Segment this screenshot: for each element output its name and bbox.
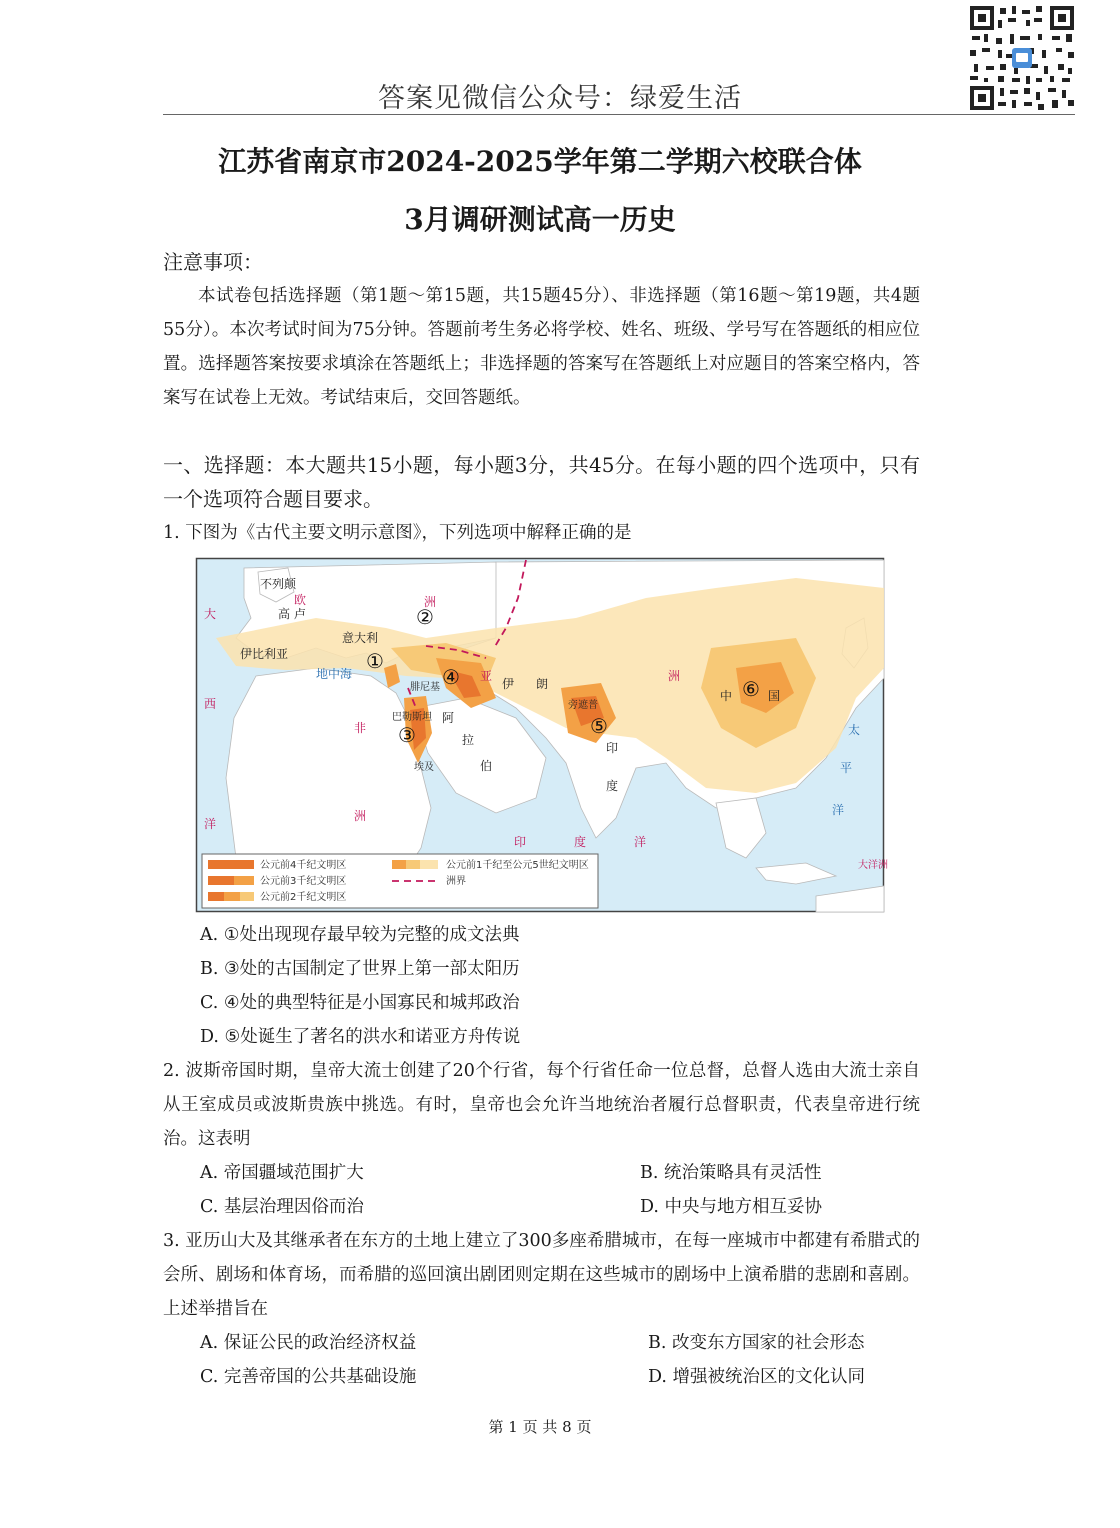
map-label-iran-1: 伊 bbox=[502, 677, 515, 691]
map-label-arabia-3: 伯 bbox=[480, 759, 493, 773]
qr-code-icon bbox=[968, 4, 1076, 112]
notice-body: 本试卷包括选择题（第1题～第15题，共15题45分）、非选择题（第16题～第19题，共4题55分）。本次考试时间为75分钟。答题前考生务必将学校、姓名、班级、学号写在答题纸的相应位置。选择题答案按要求填涂在答题纸上；非选择题的答案写在答题纸上对应题目的答案空格内，答案写在试卷上无效。考试结束后，交回答题纸。 bbox=[163, 286, 920, 408]
page-title-line2: 3月调研测试高一历史 bbox=[404, 203, 676, 236]
map-label-indian-ocean-1: 印 bbox=[514, 835, 527, 849]
legend-item-3: 公元前2千纪文明区 bbox=[260, 892, 347, 903]
map-label-phoenicia: 腓尼基 bbox=[410, 682, 440, 693]
header-notice: 答案见微信公众号：绿爱生活 bbox=[378, 83, 742, 114]
ancient-civilizations-map bbox=[196, 558, 888, 912]
map-label-iberia: 伊比利亚 bbox=[240, 647, 289, 661]
q3-option-c: C. 完善帝国的公共基础设施 bbox=[200, 1367, 417, 1387]
map-legend bbox=[202, 854, 598, 908]
legend-item-1: 公元前4千纪文明区 bbox=[260, 860, 347, 871]
map-label-palestine: 巴勒斯坦 bbox=[392, 712, 432, 723]
map-label-atlantic-3: 洋 bbox=[204, 817, 217, 831]
legend-item-5: 洲界 bbox=[446, 876, 466, 887]
q2-option-c: C. 基层治理因俗而治 bbox=[200, 1197, 364, 1217]
map-label-indus: 旁遮普 bbox=[568, 700, 598, 711]
map-label-asia-1: 亚 bbox=[480, 669, 493, 683]
map-label-gaul: 高 卢 bbox=[278, 607, 306, 621]
map-label-mediterranean: 地中海 bbox=[316, 667, 353, 681]
map-marker-4: ④ bbox=[442, 665, 460, 689]
map-label-china-2: 国 bbox=[768, 689, 781, 703]
q3-option-b: B. 改变东方国家的社会形态 bbox=[648, 1333, 865, 1353]
map-label-pacific-2: 平 bbox=[840, 761, 853, 775]
q1-option-c: C. ④处的典型特征是小国寡民和城邦政治 bbox=[200, 993, 520, 1013]
map-label-africa-2: 洲 bbox=[354, 809, 367, 823]
map-label-arabia-1: 阿 bbox=[442, 711, 455, 725]
map-label-europe-zhou: 洲 bbox=[424, 595, 437, 609]
page-number: 第 1 页 共 8 页 bbox=[488, 1418, 592, 1436]
q3-option-a: A. 保证公民的政治经济权益 bbox=[200, 1333, 417, 1353]
question-2-stem: 2. 波斯帝国时期，皇帝大流士创建了20个行省，每个行省任命一位总督，总督人选由大流士亲自从王室成员或波斯贵族中挑选。有时，皇帝也会允许当地统治者履行总督职责，代表皇帝进行统治。这表明 bbox=[163, 1061, 920, 1149]
map-label-africa-1: 非 bbox=[354, 721, 367, 735]
q1-option-b: B. ③处的古国制定了世界上第一部太阳历 bbox=[200, 959, 520, 979]
q2-option-b: B. 统治策略具有灵活性 bbox=[640, 1163, 822, 1183]
map-label-india-1: 印 bbox=[606, 741, 619, 755]
map-label-indian-ocean-3: 洋 bbox=[634, 835, 647, 849]
map-label-atlantic-1: 大 bbox=[204, 607, 217, 621]
q1-option-d: D. ⑤处诞生了著名的洪水和诺亚方舟传说 bbox=[200, 1027, 521, 1047]
map-label-oceania: 大洋洲 bbox=[858, 860, 888, 871]
map-marker-6: ⑥ bbox=[742, 677, 760, 701]
map-label-britain: 不列颠 bbox=[260, 577, 297, 591]
map-label-china-1: 中 bbox=[720, 689, 733, 703]
q2-option-a: A. 帝国疆域范围扩大 bbox=[200, 1163, 364, 1183]
map-label-iran-2: 朗 bbox=[536, 677, 549, 691]
legend-item-2: 公元前3千纪文明区 bbox=[260, 876, 347, 887]
map-label-india-2: 度 bbox=[606, 779, 619, 793]
map-label-pacific-3: 洋 bbox=[832, 803, 845, 817]
map-marker-2: ② bbox=[416, 605, 434, 629]
map-label-indian-ocean-2: 度 bbox=[574, 835, 587, 849]
q1-option-a: A. ①处出现现存最早较为完整的成文法典 bbox=[200, 925, 520, 945]
map-label-pacific-1: 太 bbox=[848, 723, 861, 737]
q3-option-d: D. 增强被统治区的文化认同 bbox=[648, 1367, 866, 1387]
map-label-atlantic-2: 西 bbox=[204, 697, 217, 711]
map-marker-5: ⑤ bbox=[590, 714, 608, 738]
map-label-asia-2: 洲 bbox=[668, 669, 681, 683]
question-1-stem: 1. 下图为《古代主要文明示意图》，下列选项中解释正确的是 bbox=[163, 523, 632, 543]
map-label-europe: 欧 bbox=[294, 593, 307, 607]
page-title-line1: 江苏省南京市2024-2025学年第二学期六校联合体 bbox=[218, 145, 862, 178]
legend-item-4: 公元前1千纪至公元5世纪文明区 bbox=[446, 860, 589, 871]
header-divider bbox=[163, 114, 1075, 115]
question-3-stem: 3. 亚历山大及其继承者在东方的土地上建立了300多座希腊城市，在每一座城市中都建有希腊式的会所、剧场和体育场，而希腊的巡回演出剧团则定期在这些城市的剧场中上演希腊的悲剧和喜剧。上述举措旨在 bbox=[163, 1231, 920, 1319]
map-marker-1: ① bbox=[366, 649, 384, 673]
map-label-egypt: 埃及 bbox=[414, 762, 434, 773]
notice-heading: 注意事项： bbox=[163, 250, 263, 274]
map-label-italy: 意大利 bbox=[342, 631, 379, 645]
map-marker-3: ③ bbox=[398, 723, 416, 747]
map-label-arabia-2: 拉 bbox=[462, 733, 475, 747]
section-heading: 一、选择题：本大题共15小题，每小题3分，共45分。在每小题的四个选项中，只有一个选项符合题目要求。 bbox=[163, 453, 920, 511]
q2-option-d: D. 中央与地方相互妥协 bbox=[640, 1197, 823, 1217]
